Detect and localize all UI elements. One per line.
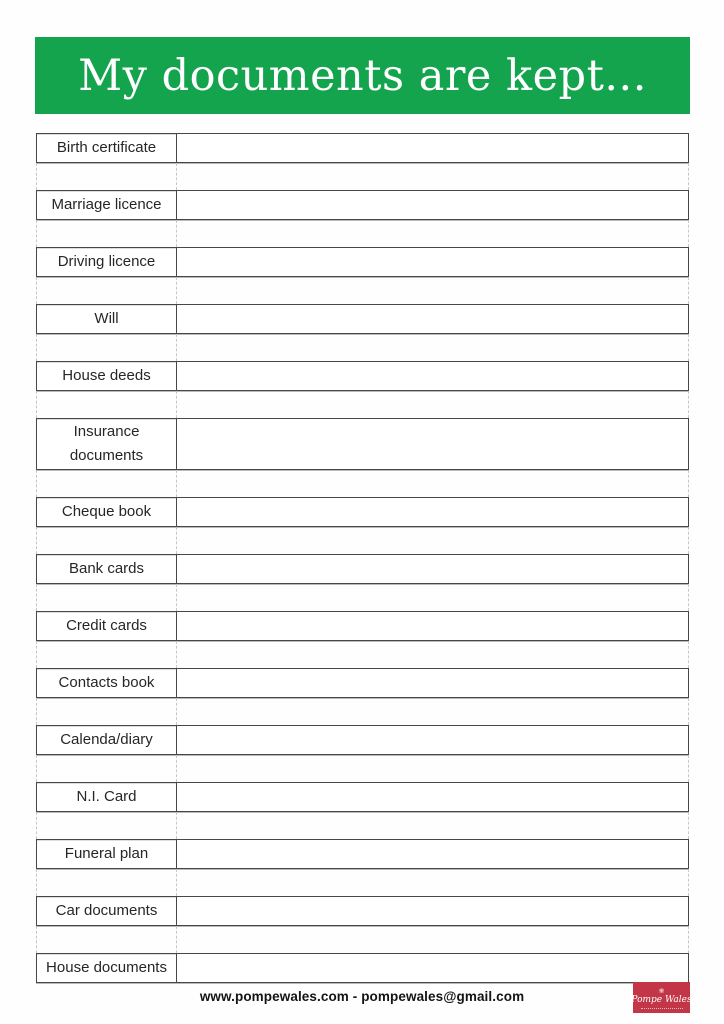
row-label: Birth certificate [37, 134, 177, 162]
table-row [36, 304, 689, 334]
table-row [36, 839, 689, 869]
row-spacer [36, 584, 689, 611]
table-row [36, 133, 689, 163]
row-label: Calenda/diary [37, 726, 177, 754]
row-value-field[interactable] [177, 248, 688, 276]
row-value-field[interactable] [177, 305, 688, 333]
logo-subtext-line [641, 1008, 683, 1009]
table-row [36, 782, 689, 812]
row-value-field[interactable] [177, 726, 688, 754]
row-label: House deeds [37, 362, 177, 390]
table-row [36, 190, 689, 220]
page-title: My documents are kept... [78, 50, 647, 101]
table-row [36, 725, 689, 755]
row-value-field[interactable] [177, 134, 688, 162]
row-spacer [36, 220, 689, 247]
row-label: N.I. Card [37, 783, 177, 811]
row-spacer [36, 641, 689, 668]
row-label: Marriage licence [37, 191, 177, 219]
row-value-field[interactable] [177, 498, 688, 526]
flower-crest-icon: ❀ [658, 987, 665, 995]
row-spacer [36, 869, 689, 896]
row-value-field[interactable] [177, 191, 688, 219]
row-spacer [36, 926, 689, 953]
row-value-field[interactable] [177, 419, 688, 469]
table-row [36, 497, 689, 527]
pompe-wales-logo [633, 982, 690, 1013]
row-value-field[interactable] [177, 783, 688, 811]
row-label: House documents [37, 954, 177, 982]
row-value-field[interactable] [177, 555, 688, 583]
row-spacer [36, 334, 689, 361]
documents-table [36, 133, 689, 983]
table-row [36, 418, 689, 470]
row-value-field[interactable] [177, 840, 688, 868]
table-row [36, 247, 689, 277]
row-spacer [36, 470, 689, 497]
row-label: Insurance documents [37, 419, 177, 469]
row-spacer [36, 527, 689, 554]
footer-contact: www.pompewales.com - pompewales@gmail.com [199, 989, 525, 1004]
row-label: Funeral plan [37, 840, 177, 868]
row-label: Car documents [37, 897, 177, 925]
table-row [36, 896, 689, 926]
table-row [36, 611, 689, 641]
row-spacer [36, 277, 689, 304]
row-value-field[interactable] [177, 954, 688, 982]
row-label: Will [37, 305, 177, 333]
row-label: Contacts book [37, 669, 177, 697]
row-spacer [36, 698, 689, 725]
row-value-field[interactable] [177, 362, 688, 390]
row-spacer [36, 812, 689, 839]
logo-text: Pompe Wales [631, 994, 692, 1005]
table-row [36, 554, 689, 584]
row-value-field[interactable] [177, 897, 688, 925]
page-header-banner [35, 37, 690, 114]
row-spacer [36, 391, 689, 418]
table-row [36, 668, 689, 698]
row-spacer [36, 755, 689, 782]
table-row [36, 361, 689, 391]
row-label: Credit cards [37, 612, 177, 640]
row-label: Cheque book [37, 498, 177, 526]
row-label: Bank cards [37, 555, 177, 583]
row-value-field[interactable] [177, 669, 688, 697]
row-label: Driving licence [37, 248, 177, 276]
row-spacer [36, 163, 689, 190]
table-row [36, 953, 689, 983]
row-value-field[interactable] [177, 612, 688, 640]
